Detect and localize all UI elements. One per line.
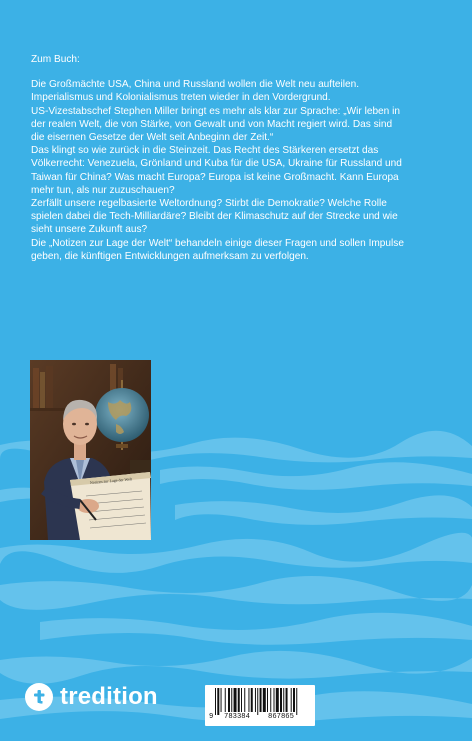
- blurb-paragraph: US-Vizestabschef Stephen Miller bringt es mehr als klar zur Sprache: „Wir leben in der realen Welt, die von Stärke, von Gewalt und von Macht regiert wird. Das sind die eisernen Gesetze der Welt seit Anbeginn der Zeit.“: [31, 105, 400, 144]
- blurb-text: [31, 53, 406, 263]
- blurb-paragraph: Die Großmächte USA, China und Russland wollen die Welt neu aufteilen. Imperialismus und Kolonialismus treten wieder in den Vordergrund.: [31, 79, 360, 104]
- barcode-digits-right: 867865: [268, 713, 294, 721]
- blurb-paragraph: Zerfällt unsere regelbasierte Weltordnung? Stirbt die Demokratie? Welche Rolle spielen dabei die Tech-Milliardäre? Bleibt der Klimaschutz auf der Strecke und wie sieht unsere Zukunft aus?: [31, 198, 398, 236]
- publisher-logo: [25, 683, 158, 711]
- blurb-paragraph: Das klingt so wie zurück in die Steinzeit. Das Recht des Stärkeren ersetzt das Völkerrecht: Venezuela, Grönland und Kuba für die USA, Ukraine für Russland und Taiwan für China? Was macht Europa? Europa ist keine Großmacht. Kann Europa mehr tun, als nur zuzuschauen?: [31, 145, 402, 196]
- publisher-name: tredition: [60, 683, 158, 710]
- isbn-barcode: [205, 685, 315, 726]
- blurb-heading: Zum Buch:: [31, 54, 80, 65]
- tredition-logo-icon: [25, 683, 53, 711]
- author-portrait: [30, 360, 151, 540]
- barcode-digits-left: 783384: [224, 713, 250, 721]
- notebook-title: Notizen zur Lage der Welt: [89, 476, 133, 485]
- blurb-paragraph: Die „Notizen zur Lage der Welt“ behandeln einige dieser Fragen und sollen Impulse geben, die künftigen Entwicklungen aufmerksam zu verfolgen.: [31, 237, 404, 262]
- barcode-bars: [205, 685, 315, 715]
- barcode-digit-prefix: 9: [209, 713, 214, 721]
- barcode-digits: [205, 713, 315, 724]
